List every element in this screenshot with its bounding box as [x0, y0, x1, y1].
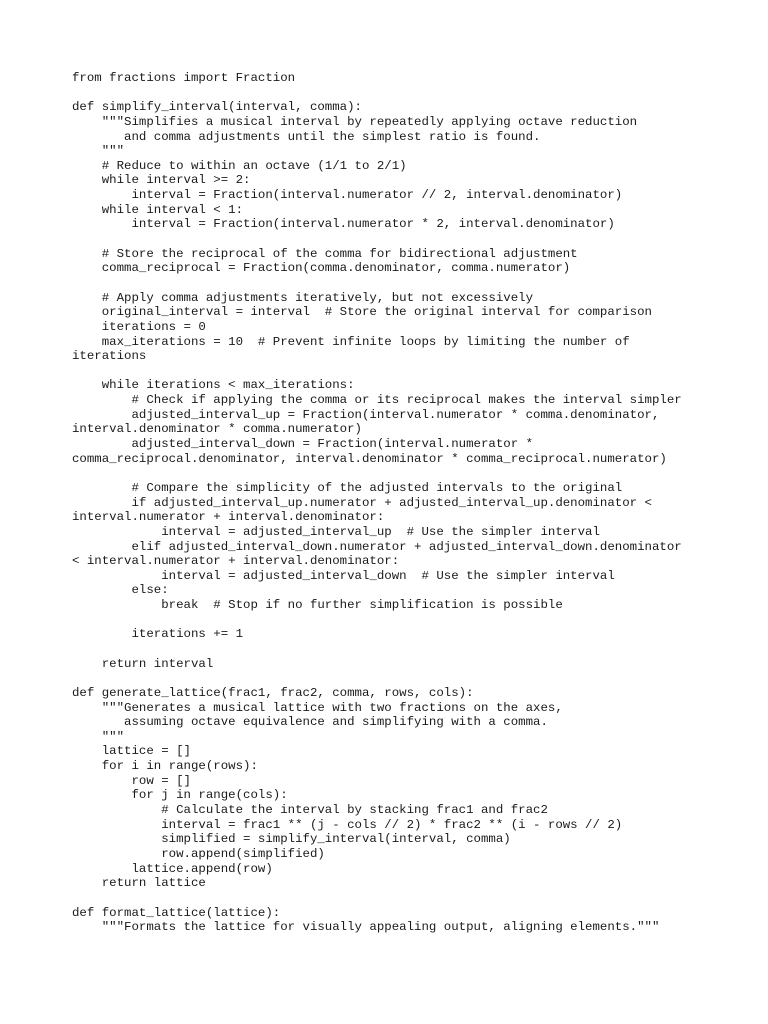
code-line — [72, 364, 712, 379]
code-line: if adjusted_interval_up.numerator + adjusted_interval_up.denominator < — [72, 495, 652, 510]
code-line: for j in range(cols): — [72, 788, 288, 803]
code-line: """Formats the lattice for visually appealing output, aligning elements.""" — [72, 920, 660, 935]
code-line: iterations += 1 — [72, 627, 244, 642]
code-line: elif adjusted_interval_down.numerator + adjusted_interval_down.denominator — [72, 539, 682, 554]
code-line — [72, 276, 712, 291]
code-line: return lattice — [72, 876, 206, 891]
code-line: def simplify_interval(interval, comma): — [72, 100, 362, 115]
code-line: and comma adjustments until the simplest ratio is found. — [72, 129, 541, 144]
code-line: lattice = [] — [72, 744, 191, 759]
code-line: simplified = simplify_interval(interval, comma) — [72, 832, 511, 847]
code-line: # Calculate the interval by stacking frac1 and frac2 — [72, 803, 548, 818]
code-line: < interval.numerator + interval.denominator: — [72, 554, 400, 569]
code-line: row.append(simplified) — [72, 846, 325, 861]
code-line: else: — [72, 583, 169, 598]
code-line — [72, 466, 712, 481]
code-line: row = [] — [72, 773, 191, 788]
code-line: """Generates a musical lattice with two fractions on the axes, — [72, 700, 563, 715]
code-line: while iterations < max_iterations: — [72, 378, 355, 393]
code-line: # Check if applying the comma or its reciprocal makes the interval simpler — [72, 393, 682, 408]
code-line: original_interval = interval # Store the original interval for comparison — [72, 305, 652, 320]
code-line: interval.denominator * comma.numerator) — [72, 422, 362, 437]
code-line — [72, 891, 712, 906]
code-line: adjusted_interval_up = Fraction(interval.numerator * comma.denominator, — [72, 407, 660, 422]
code-line: interval = Fraction(interval.numerator // 2, interval.denominator) — [72, 188, 623, 203]
code-line: interval = adjusted_interval_up # Use the simpler interval — [72, 524, 600, 539]
code-line: interval = frac1 ** (j - cols // 2) * frac2 ** (i - rows // 2) — [72, 817, 623, 832]
code-line: max_iterations = 10 # Prevent infinite loops by limiting the number of — [72, 334, 630, 349]
code-line: for i in range(rows): — [72, 759, 258, 774]
code-line — [72, 671, 712, 686]
code-line: return interval — [72, 656, 214, 671]
code-line: comma_reciprocal.denominator, interval.denominator * comma_reciprocal.numerator) — [72, 451, 667, 466]
code-line: # Compare the simplicity of the adjusted intervals to the original — [72, 480, 623, 495]
code-line: while interval < 1: — [72, 202, 244, 217]
code-line: # Reduce to within an octave (1/1 to 2/1) — [72, 158, 407, 173]
code-line: """ — [72, 144, 125, 159]
code-line: interval.numerator + interval.denominator: — [72, 510, 385, 525]
code-line: iterations = 0 — [72, 319, 206, 334]
code-line: lattice.append(row) — [72, 861, 273, 876]
code-line: # Store the reciprocal of the comma for bidirectional adjustment — [72, 246, 578, 261]
code-line: assuming octave equivalence and simplifying with a comma. — [72, 715, 548, 730]
code-line: """ — [72, 729, 125, 744]
code-line: def format_lattice(lattice): — [72, 905, 281, 920]
code-line: from fractions import Fraction — [72, 71, 296, 85]
code-line — [72, 613, 712, 628]
code-line: interval = adjusted_interval_down # Use the simpler interval — [72, 568, 615, 583]
code-line — [72, 232, 712, 247]
code-line — [72, 642, 712, 657]
code-listing — [72, 71, 712, 935]
code-line: """Simplifies a musical interval by repeatedly applying octave reduction — [72, 114, 638, 129]
code-line: while interval >= 2: — [72, 173, 251, 188]
code-line: iterations — [72, 349, 147, 364]
code-line — [72, 86, 712, 101]
code-line: interval = Fraction(interval.numerator * 2, interval.denominator) — [72, 217, 615, 232]
code-line: comma_reciprocal = Fraction(comma.denominator, comma.numerator) — [72, 261, 571, 276]
code-line: def generate_lattice(frac1, frac2, comma, rows, cols): — [72, 685, 474, 700]
code-line: break # Stop if no further simplification is possible — [72, 598, 563, 613]
code-line: adjusted_interval_down = Fraction(interval.numerator * — [72, 437, 534, 452]
code-line: # Apply comma adjustments iteratively, but not excessively — [72, 290, 534, 305]
